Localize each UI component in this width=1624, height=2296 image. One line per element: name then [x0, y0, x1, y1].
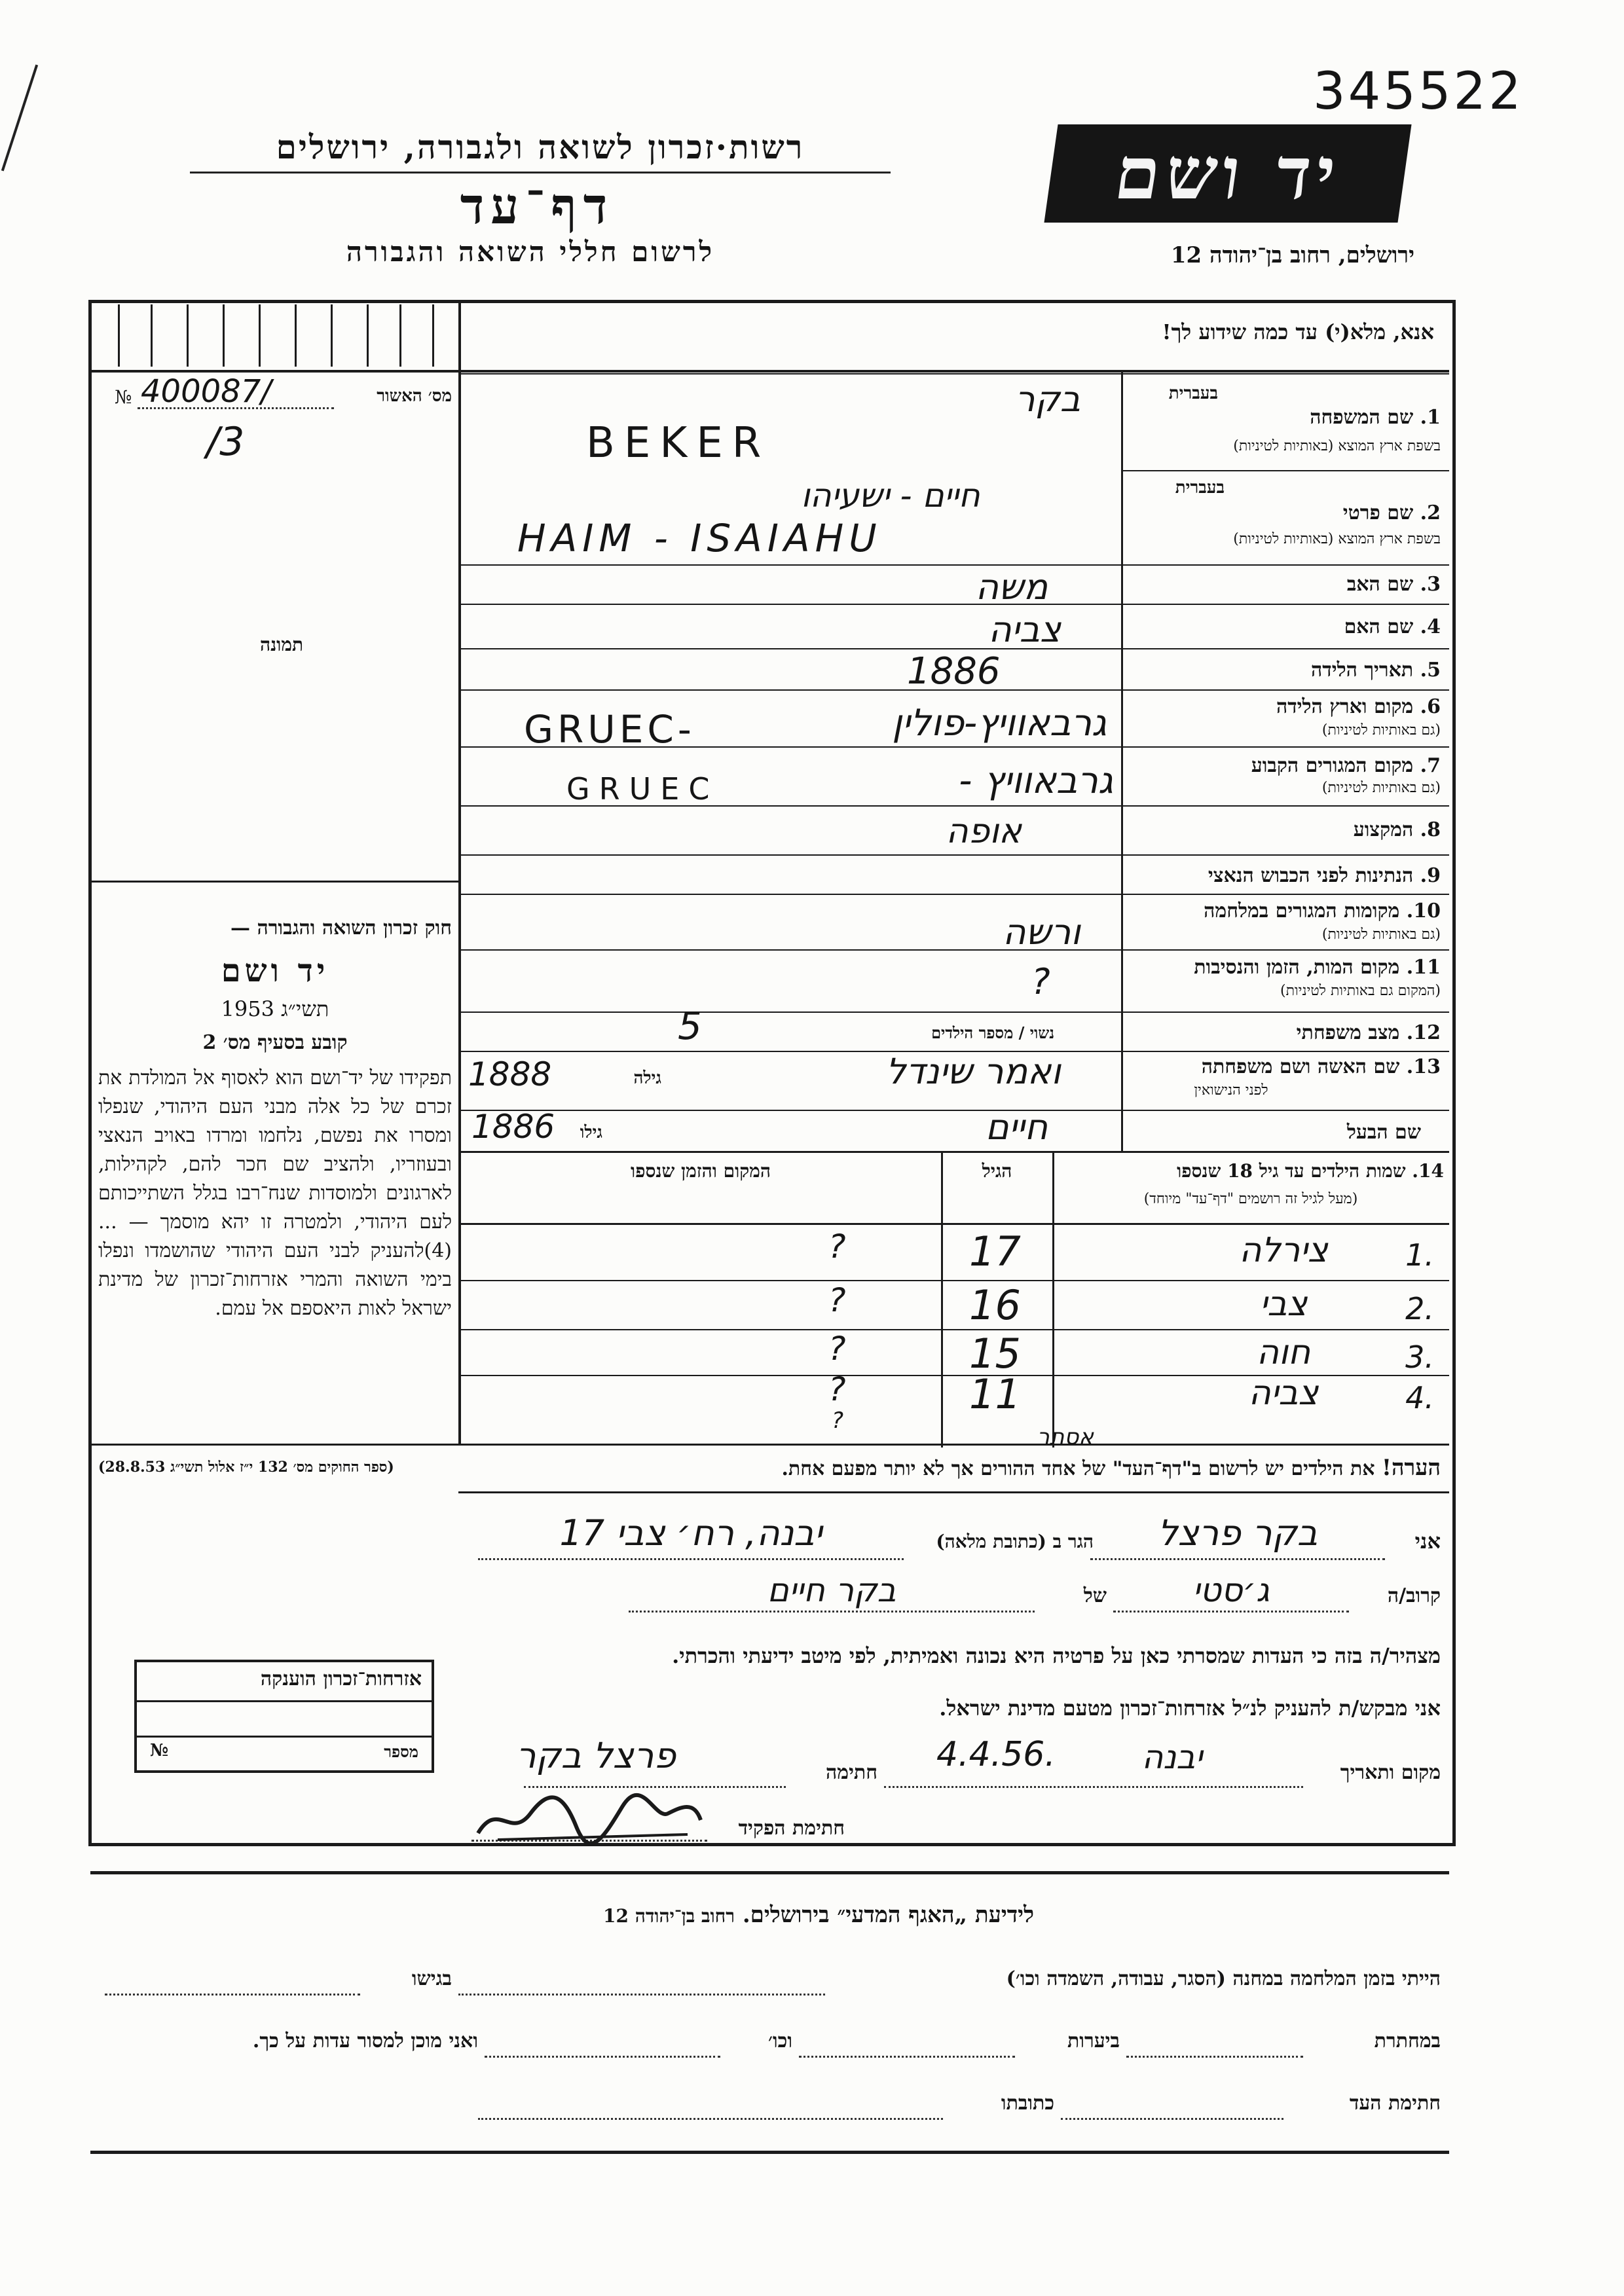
decl-lives-label: הגר ב (כתובת מלאה): [936, 1531, 1094, 1552]
decl-of-line: [629, 1611, 1035, 1613]
footer-line3-dots-a: [1061, 2118, 1283, 2120]
row-line: [90, 1444, 1449, 1446]
field-3-value: משה: [975, 566, 1048, 608]
approval-prefix: №: [115, 386, 132, 408]
form-subtitle: לרשום חללי השואה והגבורה: [346, 236, 715, 268]
decl-relation-line: [1113, 1611, 1349, 1613]
field-13-value: ואמר שינדל: [885, 1051, 1061, 1092]
field-13-label: 13. שם האשה ושם משפחתה: [1201, 1055, 1441, 1078]
footer-line3-dots-b: [478, 2118, 943, 2120]
footer-line2-dots-b: [799, 2056, 1015, 2058]
husband-value: חיים: [985, 1106, 1048, 1148]
citizenship-title: אזרחות־זכרון הוענקה: [260, 1667, 422, 1690]
footer-line2-dots-c: [485, 2056, 720, 2058]
row-line: [461, 1329, 1449, 1330]
footer-line2-a: במחתרת: [1374, 2030, 1441, 2052]
law-box-top: [90, 881, 458, 883]
row-line: [461, 1223, 1449, 1225]
decl-name-line: [1090, 1558, 1385, 1560]
husband-age-label: גילו: [580, 1123, 602, 1142]
note-text: הערה! את הילדים יש לרשום ב"דף־העד" של אחד ההורים אך לא יותר מפעם אחת.: [781, 1455, 1441, 1481]
field-8-label: 8. המקצוע: [1353, 818, 1441, 841]
children-age-header: הגיל: [982, 1160, 1012, 1182]
approval-label: מס׳ האשור: [377, 386, 452, 406]
approval-dots: [138, 407, 334, 409]
footer-line1-dots-b: [105, 1994, 360, 1995]
footer-line2-d: ואני מוכן למסור עדות על כך.: [252, 2030, 478, 2052]
field-11-label: 11. מקום המות, הזמן והנסיבות: [1194, 956, 1441, 979]
relative-of: בקר חיים: [767, 1571, 896, 1609]
footer-line2-c: וכו׳: [768, 2030, 792, 2052]
decl-place: יבנה: [1141, 1738, 1203, 1776]
field-10-note: (גם באותיות לטיניות): [1321, 926, 1441, 943]
officer-signature-scribble: [471, 1787, 707, 1846]
children-place-header: המקום והזמן שנספו: [631, 1160, 771, 1182]
field-9-label: 9. הנתינות לפני הכבוש הנאצי: [1208, 864, 1441, 887]
decl-signature-label: חתימה: [826, 1761, 877, 1784]
footer-line1-dots: [458, 1994, 825, 1995]
field-12-label: 12. מצב משפחתי: [1296, 1021, 1441, 1044]
approval-subnumber: /3: [206, 419, 245, 465]
field-2-note: בשפת ארץ המוצא (באותיות לטיניות): [1233, 531, 1441, 547]
children-heading-note: (מעל לגיל זה רושמים "דף־עד" מיוחד): [1143, 1191, 1358, 1207]
row-line: [461, 1280, 1449, 1281]
decl-date: 4.4.56.: [936, 1735, 1056, 1774]
law-body: תפקידו של יד־ושם הוא לאסוף אל המולדת את זכרם של כל אלה מבני העם היהודי, שנפלו ומסרו את נפשם, נלחמו ומרדו באויב הנאצי ובעוזריו, ולהציב שם חכר להם, לקהילות, לארגונים ולמוסדות שנח־רבו בגלל השתייכותם לעם היהודי, ולמטרה זו יהא מוסמך — ...(4)להעניק לבני העם היהודי שהושמדו ונפלו בימי השואה והמרי אזרחות־זכרון של מדינת ישראל לאות היאספם אל עמם.: [98, 1066, 452, 1320]
footer-line2-b: ביערות: [1067, 2030, 1120, 2052]
field-2-latin-value: HAIM - ISAIAHU: [517, 516, 882, 560]
divider: [90, 370, 458, 373]
row-line: [461, 894, 1449, 895]
footer-title: לידיעת „האגף המדעי״ בירושלים. רחוב בן־יהודה 12: [603, 1902, 1034, 1928]
child-number: 3.: [1405, 1339, 1434, 1375]
field-7-latin-value: GRUEC: [566, 771, 719, 807]
law-source: (ספר החוקים מס׳ 132 י״ז אלול תשי״ג 28.8.53): [98, 1459, 394, 1476]
children-age-col-right: [1052, 1153, 1054, 1448]
footer-line3-b: כתובתו: [1001, 2092, 1054, 2115]
code-boxes: [118, 304, 452, 367]
field-10-value: ורשה: [1003, 911, 1080, 953]
field-7-label: 7. מקום המגורים הקבוע: [1251, 754, 1441, 777]
citizenship-box: [134, 1660, 434, 1773]
authority-line: רשות·זכרון לשואה ולגבורה, ירושלים: [276, 128, 805, 166]
field-5-value: 1886: [907, 650, 1001, 693]
child-place: ?: [828, 1330, 846, 1368]
decl-signature: פרצל בקר: [515, 1735, 676, 1776]
children-heading: 14. שמות הילדים עד גיל 18 שנספו: [1177, 1160, 1444, 1182]
field-7-value: גרבאוויץ -: [959, 759, 1113, 802]
child-number: 2.: [1405, 1291, 1434, 1326]
field-6-value: גרבאוויץ-פולין: [892, 702, 1107, 744]
child-place: ?: [828, 1281, 846, 1319]
decl-place-date-label: מקום ותאריך: [1340, 1761, 1441, 1784]
decl-of-label: של: [1083, 1584, 1107, 1607]
child-number: 1.: [1405, 1237, 1434, 1273]
husband-age-value: 1886: [471, 1108, 555, 1146]
authority-underline: [190, 172, 891, 173]
field-13-note: לפני הנישואין: [1194, 1082, 1268, 1099]
row-line: [458, 1491, 1449, 1493]
footer-line3-a: חתימת העד: [1349, 2092, 1441, 2115]
child-place: ?: [828, 1370, 846, 1408]
law-clause: קובע בסעיף מס׳ 2: [202, 1031, 348, 1054]
declarant-name: בקר פרצל: [1157, 1512, 1318, 1554]
divider: [458, 370, 1449, 373]
field-7-note: (גם באותיות לטיניות): [1321, 780, 1441, 796]
field-11-value: ?: [1031, 961, 1050, 1002]
child-age: 15: [969, 1330, 1021, 1377]
field-1-hebrew-value: בקר: [1014, 378, 1080, 420]
child-number: 4.: [1405, 1380, 1434, 1415]
wife-age-value: 1888: [468, 1055, 552, 1093]
field-6-note: (גם באותיות לטיניות): [1321, 722, 1441, 738]
field-10-label: 10. מקומות המגורים במלחמה: [1204, 900, 1441, 922]
photo-label: תמונה: [259, 634, 304, 655]
field-2-tag: בעברית: [1175, 478, 1225, 498]
child-name: חוה: [1256, 1333, 1311, 1372]
field-1-latin-value: BEKER: [586, 419, 771, 467]
note-label: הערה!: [1382, 1455, 1441, 1481]
instruction: אנא, מלא(י) עד כמה שידוע לך!: [1162, 319, 1434, 344]
field-11-note: (המקום גם באותיות לטיניות): [1280, 983, 1441, 999]
header-address: ירושלים, רחוב בן־יהודה 12: [1170, 242, 1414, 268]
form-title: דף־עד: [460, 177, 614, 235]
child-place: ?: [828, 1228, 846, 1266]
decl-relative-label: קרוב/ה: [1387, 1584, 1441, 1607]
archive-number: 345522: [1313, 62, 1524, 121]
field-3-label: 3. שם האב: [1346, 573, 1441, 596]
child-name: צבי: [1259, 1285, 1308, 1324]
children-age-col-left: [941, 1153, 943, 1448]
yad-vashem-logo: [1044, 124, 1411, 223]
approval-number: 400087/: [141, 373, 272, 410]
law-name: יד ושם: [221, 953, 329, 989]
field-5-label: 5. תאריך הלידה: [1311, 659, 1441, 682]
family-status-label: נשוי / מספר הילדים: [931, 1023, 1054, 1042]
label-column-divider: [1121, 373, 1123, 1152]
field-2-hebrew-value: חיים - ישעיהו: [801, 477, 980, 515]
wife-age-label: גילה: [633, 1068, 661, 1088]
field-8-value: אופה: [946, 812, 1022, 851]
field-1-note: בשפת ארץ המוצא (באותיות לטיניות): [1233, 438, 1441, 454]
field-6-label: 6. מקום וארץ הלידה: [1276, 695, 1441, 718]
row-line: [461, 1151, 1449, 1153]
law-year: תשי״ג 1953: [221, 996, 329, 1021]
left-column-divider: [458, 303, 461, 1444]
footer-line2-dots-a: [1126, 2056, 1303, 2058]
field-2-label: 2. שם פרטי: [1342, 501, 1441, 524]
decl-ani: אני: [1414, 1529, 1441, 1554]
child-name: צירלה: [1239, 1231, 1328, 1270]
row-line: [461, 373, 1449, 374]
row-line: [461, 564, 1449, 566]
declarant-address: יבנה, רח׳ צבי 17: [559, 1512, 822, 1554]
footer-top-line: [90, 1871, 1449, 1874]
row-line: [461, 854, 1449, 856]
row-line: [1121, 470, 1449, 471]
field-1-tag: בעברית: [1168, 384, 1218, 403]
row-line: [461, 1011, 1449, 1013]
footer-line1: הייתי בזמן המלחמה במחנה (הסגר, עבודה, השמדה וכו׳): [1006, 1967, 1441, 1990]
child-age: 11: [969, 1370, 1021, 1418]
logo-text: יד ושם: [1109, 131, 1346, 215]
field-4-value: צביה: [988, 609, 1061, 650]
decl-statement: מצהיר/ה בזה כי העדות שמסרתי כאן על פרטיה היא נכונה ואמיתית, לפי מיטב ידיעתי והכרתי.: [672, 1643, 1441, 1668]
extra-child-place: ?: [832, 1408, 844, 1434]
extra-child-name: אסתר: [1037, 1424, 1094, 1450]
citizenship-number-prefix: №: [150, 1741, 169, 1760]
footer-line1-b: בגישו: [411, 1967, 452, 1990]
child-age: 16: [969, 1281, 1021, 1329]
family-status-value: 5: [678, 1004, 702, 1048]
decl-officer-label: חתימת הפקיד: [738, 1817, 845, 1840]
decl-place-date-line: [884, 1786, 1303, 1788]
footer-bottom-line: [90, 2151, 1449, 2154]
corner-mark: [1, 65, 38, 172]
decl-request: אני מבקש/ת להעניק לנ״ל אזרחות־זכרון מטעם מדינת ישראל.: [939, 1696, 1441, 1721]
husband-label: שם הבעל: [1346, 1121, 1421, 1144]
child-name: צביה: [1248, 1374, 1319, 1413]
field-6-latin-value: GRUEC-: [524, 707, 695, 752]
declarant-relation: ג׳סטי: [1192, 1571, 1270, 1609]
citizenship-number-label: מספר: [384, 1742, 418, 1761]
decl-address-line: [478, 1558, 904, 1560]
child-age: 17: [969, 1228, 1021, 1275]
law-title: חוק זכרון השואה והגבורה —: [231, 917, 452, 939]
field-1-label: 1. שם המשפחה: [1310, 406, 1441, 429]
field-4-label: 4. שם האם: [1344, 615, 1441, 638]
